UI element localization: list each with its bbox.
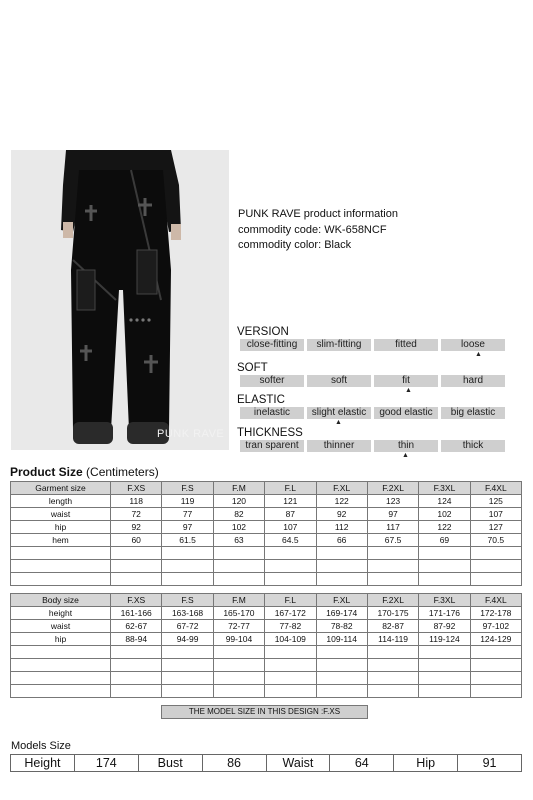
table-cell: 64.5 — [265, 534, 316, 547]
table-cell: 172-178 — [470, 607, 521, 620]
body-size-table — [10, 593, 522, 698]
attribute-title: VERSION — [237, 326, 289, 338]
models-size-cell: 174 — [75, 755, 139, 771]
table-cell: 97 — [162, 521, 213, 534]
table-cell: hem — [11, 534, 111, 547]
option-cell: fitted — [374, 339, 438, 351]
table-cell: 99-104 — [213, 633, 264, 646]
table-cell — [11, 573, 111, 586]
table-cell — [367, 672, 418, 685]
table-cell — [265, 685, 316, 698]
header-cell: Body size — [11, 594, 111, 607]
table-cell — [470, 672, 521, 685]
table-cell: 61.5 — [162, 534, 213, 547]
option-cell: big elastic — [441, 407, 505, 419]
table-cell: 102 — [419, 508, 470, 521]
selected-marker-icon: ▲ — [335, 419, 342, 426]
table-cell: 104-109 — [265, 633, 316, 646]
table-cell: 67.5 — [367, 534, 418, 547]
table-cell — [111, 672, 162, 685]
table-row — [11, 534, 522, 547]
table-cell — [470, 685, 521, 698]
table-cell — [265, 573, 316, 586]
info-commodity-color: commodity color: Black — [238, 239, 352, 251]
table-cell — [316, 672, 367, 685]
table-cell — [162, 560, 213, 573]
table-cell — [419, 659, 470, 672]
table-cell: 72 — [111, 508, 162, 521]
table-cell — [419, 672, 470, 685]
table-cell — [265, 659, 316, 672]
attribute-soft — [237, 361, 512, 394]
header-cell: F.L — [265, 594, 316, 607]
table-cell: 97 — [367, 508, 418, 521]
option-cell: inelastic — [240, 407, 304, 419]
models-size-title: Models Size — [11, 740, 71, 752]
table-cell: 63 — [213, 534, 264, 547]
header-cell: F.XL — [316, 594, 367, 607]
table-cell: 69 — [419, 534, 470, 547]
header-cell: F.XS — [111, 482, 162, 495]
table-cell — [11, 547, 111, 560]
table-cell — [316, 659, 367, 672]
option-cell: good elastic — [374, 407, 438, 419]
table-cell: 60 — [111, 534, 162, 547]
table-row — [11, 573, 522, 586]
header-cell: F.XL — [316, 482, 367, 495]
table-cell: 122 — [419, 521, 470, 534]
table-cell — [213, 659, 264, 672]
table-cell — [162, 547, 213, 560]
table-cell — [11, 560, 111, 573]
table-cell — [111, 646, 162, 659]
table-cell — [316, 685, 367, 698]
table-cell — [162, 646, 213, 659]
table-cell: waist — [11, 508, 111, 521]
table-cell: 120 — [213, 495, 264, 508]
table-cell: 62-67 — [111, 620, 162, 633]
table-row — [11, 495, 522, 508]
attribute-title: SOFT — [237, 362, 268, 374]
table-row — [11, 659, 522, 672]
header-cell: F.M — [213, 594, 264, 607]
option-cell: close-fitting — [240, 339, 304, 351]
table-cell: 92 — [316, 508, 367, 521]
table-row — [11, 508, 522, 521]
table-cell — [470, 646, 521, 659]
table-cell — [11, 646, 111, 659]
models-size-cell: Bust — [139, 755, 203, 771]
option-cell: softer — [240, 375, 304, 387]
table-cell: height — [11, 607, 111, 620]
header-cell: F.4XL — [470, 482, 521, 495]
header-cell: F.M — [213, 482, 264, 495]
table-cell: 92 — [111, 521, 162, 534]
table-cell: 118 — [111, 495, 162, 508]
attribute-elastic — [237, 393, 512, 426]
table-header-row — [11, 594, 522, 607]
info-commodity-code: commodity code: WK-658NCF — [238, 223, 387, 236]
table-cell — [367, 659, 418, 672]
table-cell — [367, 573, 418, 586]
table-cell — [419, 547, 470, 560]
option-cell: fit — [374, 375, 438, 387]
table-cell: 163-168 — [162, 607, 213, 620]
attribute-thickness — [237, 426, 512, 459]
header-cell: F.4XL — [470, 594, 521, 607]
table-cell: 167-172 — [265, 607, 316, 620]
table-cell — [470, 560, 521, 573]
option-cell: slim-fitting — [307, 339, 371, 351]
table-cell: 119 — [162, 495, 213, 508]
table-cell — [111, 547, 162, 560]
table-row — [11, 685, 522, 698]
table-row — [11, 646, 522, 659]
models-size-cell: 91 — [482, 756, 497, 770]
table-cell: 171-176 — [419, 607, 470, 620]
table-cell: 122 — [316, 495, 367, 508]
table-cell — [11, 672, 111, 685]
table-row — [11, 672, 522, 685]
table-cell — [11, 685, 111, 698]
table-cell — [367, 646, 418, 659]
table-cell: 66 — [316, 534, 367, 547]
table-row — [11, 633, 522, 646]
table-cell: 87-92 — [419, 620, 470, 633]
attribute-title: ELASTIC — [237, 394, 285, 406]
table-cell: 124-129 — [470, 633, 521, 646]
table-cell — [162, 659, 213, 672]
models-size-table — [10, 754, 522, 772]
table-cell: 112 — [316, 521, 367, 534]
models-size-cell: Waist — [267, 755, 331, 771]
table-cell — [111, 573, 162, 586]
table-cell — [265, 646, 316, 659]
models-size-cell: 86 — [203, 755, 267, 771]
table-cell: hip — [11, 633, 111, 646]
header-cell: F.L — [265, 482, 316, 495]
table-cell: 72-77 — [213, 620, 264, 633]
table-cell — [265, 672, 316, 685]
models-size-cell: 64 — [330, 755, 394, 771]
table-cell: 77 — [162, 508, 213, 521]
product-photo — [11, 150, 229, 450]
table-cell: 109-114 — [316, 633, 367, 646]
option-cell: thick — [441, 440, 505, 452]
selected-marker-icon: ▲ — [405, 387, 412, 394]
selected-marker-icon: ▲ — [475, 351, 482, 358]
table-cell — [213, 547, 264, 560]
table-row — [11, 547, 522, 560]
selected-marker-icon: ▲ — [402, 452, 409, 459]
table-cell: 107 — [470, 508, 521, 521]
table-cell — [316, 646, 367, 659]
table-cell: 123 — [367, 495, 418, 508]
option-cell: soft — [307, 375, 371, 387]
header-cell: F.2XL — [367, 594, 418, 607]
product-size-unit: (Centimeters) — [86, 465, 159, 479]
table-cell — [316, 547, 367, 560]
garment-size-table — [10, 481, 522, 586]
table-cell: 67-72 — [162, 620, 213, 633]
table-cell — [367, 685, 418, 698]
table-cell — [213, 646, 264, 659]
table-cell: 97-102 — [470, 620, 521, 633]
table-cell: 119-124 — [419, 633, 470, 646]
table-row — [11, 521, 522, 534]
watermark: PUNK RAVE — [157, 428, 225, 440]
table-cell — [213, 560, 264, 573]
header-cell: F.XS — [111, 594, 162, 607]
table-cell — [419, 560, 470, 573]
table-cell — [11, 659, 111, 672]
table-cell — [470, 573, 521, 586]
option-cell: tran sparent — [240, 440, 304, 452]
table-cell: 117 — [367, 521, 418, 534]
table-cell — [316, 573, 367, 586]
table-cell: 170-175 — [367, 607, 418, 620]
table-cell: 82-87 — [367, 620, 418, 633]
table-cell — [419, 685, 470, 698]
models-size-cell: Hip — [394, 755, 458, 771]
table-cell: 82 — [213, 508, 264, 521]
attribute-version — [237, 325, 512, 358]
table-cell: 102 — [213, 521, 264, 534]
table-cell — [419, 573, 470, 586]
table-cell: 94-99 — [162, 633, 213, 646]
product-size-heading: Product Size — [10, 465, 83, 479]
table-cell: 127 — [470, 521, 521, 534]
info-brand-line: PUNK RAVE product information — [238, 208, 398, 220]
table-cell: 161-166 — [111, 607, 162, 620]
table-cell: waist — [11, 620, 111, 633]
model-pants-illustration — [11, 150, 229, 450]
table-cell — [265, 547, 316, 560]
table-cell — [367, 560, 418, 573]
option-cell: hard — [441, 375, 505, 387]
table-cell: hip — [11, 521, 111, 534]
table-cell — [213, 685, 264, 698]
table-header-row — [11, 482, 522, 495]
table-cell — [111, 685, 162, 698]
header-cell: F.S — [162, 482, 213, 495]
table-cell: 169-174 — [316, 607, 367, 620]
header-cell: F.S — [162, 594, 213, 607]
table-cell: 165-170 — [213, 607, 264, 620]
table-cell: 88-94 — [111, 633, 162, 646]
model-size-note: THE MODEL SIZE IN THIS DESIGN :F.XS — [161, 705, 368, 719]
table-cell — [470, 547, 521, 560]
table-row — [11, 620, 522, 633]
table-cell — [162, 573, 213, 586]
option-cell: thin — [374, 440, 438, 452]
table-cell — [111, 560, 162, 573]
table-cell: 107 — [265, 521, 316, 534]
table-cell: 70.5 — [470, 534, 521, 547]
header-cell: F.3XL — [419, 594, 470, 607]
table-cell — [213, 573, 264, 586]
attribute-title: THICKNESS — [237, 427, 303, 439]
table-cell — [213, 672, 264, 685]
table-row — [11, 607, 522, 620]
table-cell: length — [11, 495, 111, 508]
table-cell: 125 — [470, 495, 521, 508]
table-cell — [162, 685, 213, 698]
table-cell — [470, 659, 521, 672]
header-cell: F.2XL — [367, 482, 418, 495]
option-cell: loose — [441, 339, 505, 351]
table-cell — [111, 659, 162, 672]
models-size-cell: Height — [11, 755, 75, 771]
header-cell: Garment size — [11, 482, 111, 495]
table-cell — [316, 560, 367, 573]
table-cell: 121 — [265, 495, 316, 508]
product-size-title — [10, 465, 159, 479]
table-cell: 77-82 — [265, 620, 316, 633]
table-cell: 87 — [265, 508, 316, 521]
table-cell — [419, 646, 470, 659]
product-information — [238, 207, 398, 254]
table-cell — [367, 547, 418, 560]
table-cell: 114-119 — [367, 633, 418, 646]
table-cell — [265, 560, 316, 573]
table-cell: 78-82 — [316, 620, 367, 633]
table-cell — [162, 672, 213, 685]
table-row — [11, 560, 522, 573]
option-cell: slight elastic — [307, 407, 371, 419]
table-cell: 124 — [419, 495, 470, 508]
option-cell: thinner — [307, 440, 371, 452]
header-cell: F.3XL — [419, 482, 470, 495]
